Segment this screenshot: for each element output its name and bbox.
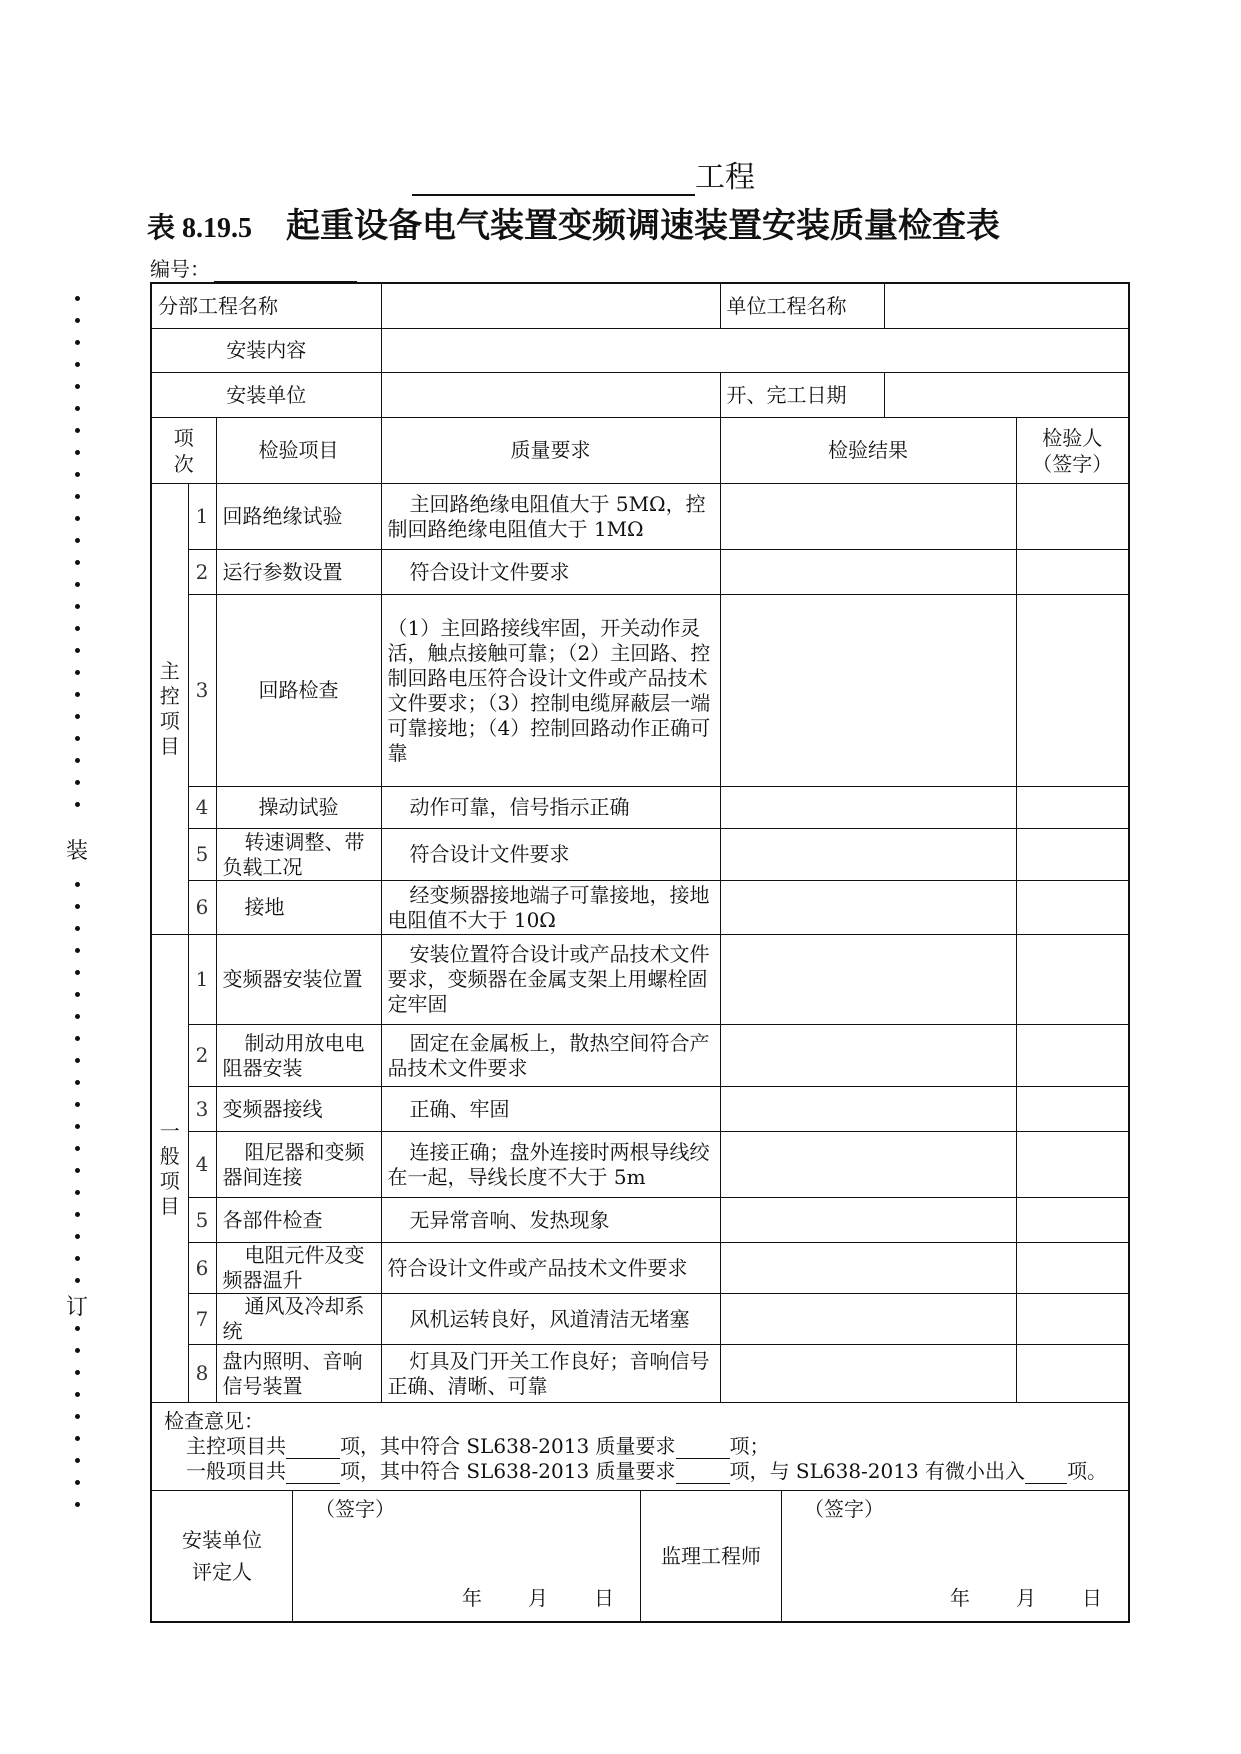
opinion-main-prefix: 主控项目共 — [186, 1434, 286, 1458]
opinion-label: 检查意见： — [164, 1409, 264, 1433]
general-row-no: 3 — [188, 1087, 216, 1132]
binding-char-bottom: 订 — [66, 1295, 89, 1320]
general-row-req: 符合设计文件或产品技术文件要求 — [381, 1243, 720, 1294]
opinion-row — [151, 1403, 1129, 1491]
general-row-result[interactable] — [720, 1243, 1016, 1294]
signature-row — [151, 1491, 1129, 1623]
general-row-req: 灯具及门开关工作良好；音响信号正确、清晰、可靠 — [381, 1345, 720, 1403]
binding-dot — [75, 1168, 80, 1173]
install-unit-label: 安装单位 — [151, 373, 381, 418]
unit-project-label: 单位工程名称 — [721, 284, 885, 328]
main-row-no: 6 — [188, 881, 216, 935]
install-unit-value[interactable] — [381, 373, 720, 418]
main-row-no: 3 — [188, 595, 216, 787]
col-inspector-line1: 检验人 — [1042, 425, 1103, 450]
main-row-result[interactable] — [720, 881, 1016, 935]
signature-cell — [151, 1491, 1129, 1623]
dates-label: 开、完工日期 — [721, 373, 885, 417]
main-row-no: 2 — [188, 550, 216, 595]
dates-value[interactable] — [885, 373, 1129, 417]
main-row-no: 1 — [188, 484, 216, 550]
main-row-inspector[interactable] — [1016, 881, 1129, 935]
general-row-req: 连接正确；盘外连接时两根导线绞在一起，导线长度不大于 5m — [381, 1132, 720, 1198]
general-row — [151, 1025, 1129, 1087]
inspection-table — [150, 282, 1130, 1623]
general-row-no: 8 — [188, 1345, 216, 1403]
project-suffix: 工程 — [695, 160, 755, 195]
main-row-no: 4 — [188, 787, 216, 829]
general-row-inspector[interactable] — [1016, 1345, 1129, 1403]
main-group-char: 控 — [159, 684, 180, 708]
binding-dot — [75, 560, 80, 565]
main-row-item: 转速调整、带负载工况 — [216, 829, 381, 881]
opinion-cell — [151, 1403, 1129, 1491]
opinion-main-line — [164, 1434, 1116, 1459]
opinion-general-prefix: 一般项目共 — [186, 1459, 286, 1483]
general-row — [151, 1243, 1129, 1294]
number-label: 编号： — [150, 257, 210, 281]
main-row — [151, 484, 1129, 550]
general-group-label — [151, 935, 188, 1403]
date-month: 月 — [1016, 1586, 1038, 1610]
date-day: 日 — [594, 1586, 616, 1610]
unit-project-cell — [720, 283, 1129, 329]
main-row-item: 回路绝缘试验 — [216, 484, 381, 550]
binding-dot — [75, 802, 80, 807]
main-row-inspector[interactable] — [1016, 829, 1129, 881]
general-row-item: 各部件检查 — [216, 1198, 381, 1243]
general-row-inspector[interactable] — [1016, 1132, 1129, 1198]
general-total-blank[interactable] — [286, 1463, 340, 1484]
main-row — [151, 829, 1129, 881]
general-row-item: 变频器安装位置 — [216, 935, 381, 1025]
general-row-result[interactable] — [720, 1025, 1016, 1087]
binding-dot — [75, 362, 80, 367]
col-result: 检验结果 — [720, 418, 1016, 484]
form-number — [150, 253, 357, 282]
general-row-inspector[interactable] — [1016, 935, 1129, 1025]
main-row-no: 5 — [188, 829, 216, 881]
general-pass-blank[interactable] — [676, 1463, 730, 1484]
general-group-char: 项 — [159, 1168, 180, 1193]
general-row-result[interactable] — [720, 935, 1016, 1025]
date-year: 年 — [462, 1586, 484, 1610]
main-row-result[interactable] — [720, 595, 1016, 787]
number-blank[interactable] — [214, 261, 357, 282]
binding-dot — [75, 904, 80, 909]
binding-char-top: 装 — [66, 839, 89, 864]
opinion-general-mid: 其中符合 SL638-2013 质量要求 — [380, 1459, 676, 1483]
main-group-label — [151, 484, 188, 935]
main-row-req: 动作可靠，信号指示正确 — [381, 787, 720, 829]
info-row-1 — [151, 283, 1129, 329]
general-row-inspector[interactable] — [1016, 1294, 1129, 1345]
binding-dot — [75, 648, 80, 653]
general-row — [151, 1198, 1129, 1243]
general-row-item: 通风及冷却系统 — [216, 1294, 381, 1345]
general-row-inspector[interactable] — [1016, 1087, 1129, 1132]
binding-dot — [75, 1146, 80, 1151]
dates-cell — [720, 373, 1129, 418]
general-row — [151, 1345, 1129, 1403]
binding-dot — [75, 626, 80, 631]
info-row-3 — [151, 373, 1129, 418]
form-title — [147, 204, 1127, 251]
col-inspection-item: 检验项目 — [216, 418, 381, 484]
main-row-req: 主回路绝缘电阻值大于 5MΩ，控制回路绝缘电阻值大于 1MΩ — [381, 484, 720, 550]
main-row-req: 符合设计文件要求 — [381, 829, 720, 881]
opinion-general-mid2: 项，与 SL638-2013 有微小出入 — [729, 1459, 1026, 1483]
opinion-unit: 项， — [340, 1459, 380, 1483]
install-eval-line2: 评定人 — [192, 1560, 252, 1584]
supervisor-label: 监理工程师 — [641, 1491, 782, 1621]
sub-project-label: 分部工程名称 — [151, 283, 381, 329]
binding-dot — [75, 1414, 80, 1419]
main-row — [151, 881, 1129, 935]
main-row-req: 经变频器接地端子可靠接地，接地电阻值不大于 10Ω — [381, 881, 720, 935]
date-day: 日 — [1082, 1586, 1104, 1610]
general-group-char: 般 — [159, 1143, 180, 1168]
main-row-inspector[interactable] — [1016, 595, 1129, 787]
general-row-result[interactable] — [720, 1132, 1016, 1198]
general-row-item: 电阻元件及变频器温升 — [216, 1243, 381, 1294]
info-row-2 — [151, 329, 1129, 373]
general-row-no: 4 — [188, 1132, 216, 1198]
install-eval-label — [152, 1491, 293, 1621]
general-row-req: 固定在金属板上，散热空间符合产品技术文件要求 — [381, 1025, 720, 1087]
install-eval-line1: 安装单位 — [182, 1528, 262, 1552]
binding-dot — [75, 1212, 80, 1217]
main-row-req: （1）主回路接线牢固，开关动作灵活，触点接触可靠；（2）主回路、控制回路电压符合设计文件或产品技术文件要求；（3）控制电缆屏蔽层一端可靠接地；（4）控制回路动作正确可靠 — [381, 595, 720, 787]
binding-dot — [75, 1190, 80, 1195]
binding-dot — [75, 1102, 80, 1107]
main-row-item: 接地 — [216, 881, 381, 935]
main-row-result[interactable] — [720, 484, 1016, 550]
binding-dot — [75, 970, 80, 975]
general-row-item: 变频器接线 — [216, 1087, 381, 1132]
general-row-item: 阻尼器和变频器间连接 — [216, 1132, 381, 1198]
sub-project-value[interactable] — [381, 283, 720, 329]
install-signature-area[interactable] — [293, 1491, 641, 1621]
main-row-item: 回路检查 — [216, 595, 381, 787]
main-group-char: 主 — [159, 659, 180, 683]
install-signature-hint: （签字） — [315, 1497, 395, 1521]
binding-dot — [75, 926, 80, 931]
install-sign-date — [418, 1586, 616, 1611]
main-row — [151, 787, 1129, 829]
general-row — [151, 1294, 1129, 1345]
general-row-item: 盘内照明、音响信号装置 — [216, 1345, 381, 1403]
general-row-req: 无异常音响、发热现象 — [381, 1198, 720, 1243]
main-row-req: 符合设计文件要求 — [381, 550, 720, 595]
general-row-no: 2 — [188, 1025, 216, 1087]
install-content-value[interactable] — [381, 329, 1129, 373]
title-text: 起重设备电气装置变频调速装置安装质量检查表 — [286, 206, 1001, 246]
general-row-result[interactable] — [720, 1345, 1016, 1403]
main-row — [151, 550, 1129, 595]
unit-project-value[interactable] — [885, 284, 1129, 328]
main-row-inspector[interactable] — [1016, 550, 1129, 595]
supervisor-sign-date — [906, 1586, 1104, 1611]
main-row-result[interactable] — [720, 787, 1016, 829]
general-row-no: 7 — [188, 1294, 216, 1345]
general-row-no: 6 — [188, 1243, 216, 1294]
binding-dots-bottom — [75, 1326, 81, 1524]
date-month: 月 — [528, 1586, 550, 1610]
general-group-char: 一 — [159, 1118, 180, 1143]
general-row-req: 安装位置符合设计或产品技术文件要求，变频器在金属支架上用螺栓固定牢固 — [381, 935, 720, 1025]
binding-dot — [75, 384, 80, 389]
binding-dot — [75, 296, 80, 301]
binding-dots-middle — [75, 882, 81, 1300]
opinion-general-line — [164, 1459, 1116, 1484]
binding-dot — [75, 882, 80, 887]
binding-dot — [75, 1014, 80, 1019]
opinion-unit: 项， — [340, 1434, 380, 1458]
general-group-char: 目 — [159, 1193, 180, 1218]
general-row-result[interactable] — [720, 1198, 1016, 1243]
binding-dot — [75, 1058, 80, 1063]
binding-dot — [75, 692, 80, 697]
date-year: 年 — [950, 1586, 972, 1610]
binding-margin — [60, 296, 96, 1536]
binding-dot — [75, 1436, 80, 1441]
binding-dot — [75, 1080, 80, 1085]
main-row-inspector[interactable] — [1016, 787, 1129, 829]
main-row-result[interactable] — [720, 829, 1016, 881]
main-row-item: 操动试验 — [216, 787, 381, 829]
main-row-item: 运行参数设置 — [216, 550, 381, 595]
main-group-char: 项 — [159, 709, 180, 733]
table-code: 表 8.19.5 — [147, 213, 253, 244]
general-row-req: 风机运转良好，风道清洁无堵塞 — [381, 1294, 720, 1345]
binding-dot — [75, 582, 80, 587]
binding-dot — [75, 1124, 80, 1129]
binding-dots-top — [75, 296, 81, 824]
main-row-result[interactable] — [720, 550, 1016, 595]
binding-dot — [75, 780, 80, 785]
general-row-inspector[interactable] — [1016, 1198, 1129, 1243]
binding-dot — [75, 992, 80, 997]
binding-dot — [75, 450, 80, 455]
general-row — [151, 1132, 1129, 1198]
opinion-main-end: 项； — [729, 1434, 770, 1458]
binding-dot — [75, 1502, 80, 1507]
binding-dot — [75, 1278, 80, 1283]
project-name-line — [412, 160, 755, 196]
binding-dot — [75, 1326, 80, 1331]
binding-dot — [75, 1256, 80, 1261]
column-header-row — [151, 418, 1129, 484]
general-row-result[interactable] — [720, 1294, 1016, 1345]
install-content-label: 安装内容 — [151, 329, 381, 373]
main-row-inspector[interactable] — [1016, 484, 1129, 550]
binding-dot — [75, 1392, 80, 1397]
supervisor-signature-hint: （签字） — [804, 1497, 884, 1521]
main-row — [151, 595, 1129, 787]
binding-dot — [75, 1234, 80, 1239]
opinion-general-end: 项。 — [1067, 1459, 1108, 1483]
binding-dot — [75, 1370, 80, 1375]
general-row-item: 制动用放电电阻器安装 — [216, 1025, 381, 1087]
binding-dot — [75, 340, 80, 345]
col-inspector — [1016, 418, 1129, 484]
binding-dot — [75, 758, 80, 763]
col-item-no-line1: 项 — [173, 425, 194, 450]
binding-dot — [75, 736, 80, 741]
main-total-blank[interactable] — [286, 1438, 340, 1459]
binding-dot — [75, 318, 80, 323]
binding-dot — [75, 1480, 80, 1485]
col-item-no — [151, 418, 216, 484]
binding-dot — [75, 428, 80, 433]
main-pass-blank[interactable] — [676, 1438, 730, 1459]
general-row — [151, 1087, 1129, 1132]
binding-dot — [75, 1036, 80, 1041]
general-row-no: 5 — [188, 1198, 216, 1243]
binding-dot — [75, 406, 80, 411]
binding-dot — [75, 1458, 80, 1463]
binding-dot — [75, 516, 80, 521]
binding-dot — [75, 948, 80, 953]
col-item-no-line2: 次 — [173, 451, 194, 476]
general-minor-blank[interactable] — [1025, 1463, 1067, 1484]
general-row-req: 正确、牢固 — [381, 1087, 720, 1132]
binding-dot — [75, 538, 80, 543]
main-group-char: 目 — [159, 734, 180, 758]
supervisor-signature-area[interactable] — [782, 1491, 1128, 1621]
project-name-blank[interactable] — [412, 164, 695, 196]
binding-dot — [75, 714, 80, 719]
binding-dot — [75, 494, 80, 499]
general-row-inspector[interactable] — [1016, 1025, 1129, 1087]
general-row — [151, 935, 1129, 1025]
general-row-result[interactable] — [720, 1087, 1016, 1132]
general-row-no: 1 — [188, 935, 216, 1025]
binding-dot — [75, 604, 80, 609]
binding-dot — [75, 472, 80, 477]
col-quality-req: 质量要求 — [381, 418, 720, 484]
binding-dot — [75, 670, 80, 675]
binding-dot — [75, 1348, 80, 1353]
opinion-main-mid: 其中符合 SL638-2013 质量要求 — [380, 1434, 676, 1458]
general-row-inspector[interactable] — [1016, 1243, 1129, 1294]
col-inspector-line2: （签字） — [1032, 451, 1113, 476]
